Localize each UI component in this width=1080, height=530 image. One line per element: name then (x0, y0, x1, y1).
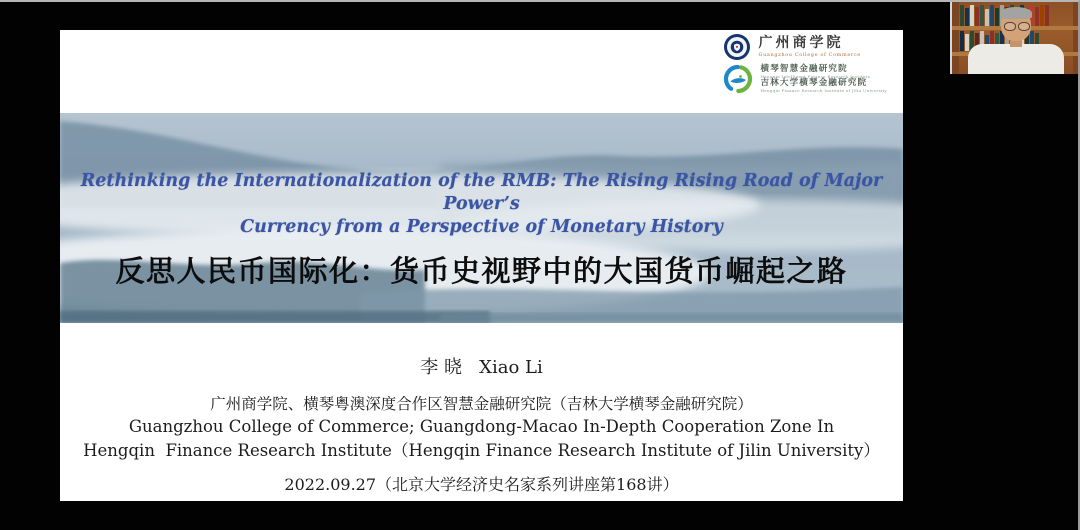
lecture-title-english (60, 170, 903, 239)
hengqin-line2-en: Hengqin Finance Research Institute of Jilin University (760, 87, 887, 93)
hengqin-line1-en: Hengqin Intelligent Finance Research Institute (760, 73, 871, 79)
speaker-shirt (968, 44, 1064, 74)
affiliation-chinese: 广州商学院、横琴粤澳深度合作区智慧金融研究院（吉林大学横琴金融研究院） (210, 395, 753, 413)
webcam-thumbnail[interactable] (950, 2, 1080, 74)
gcc-seal-logo-icon (723, 33, 751, 61)
hengqin-line2-zh: 吉林大学横琴金融研究院 (760, 78, 868, 88)
speaker-avatar (952, 2, 1080, 74)
gcc-logo-row (723, 33, 887, 61)
title-banner (60, 113, 903, 323)
speaker-face (1001, 9, 1031, 41)
hengqin-line1-zh: 横琴智慧金融研究院 (760, 64, 848, 75)
affiliation-english-line1: Guangzhou College of Commerce; Guangdong-Macao In-Depth Cooperation Zone In (128, 417, 835, 436)
gcc-name-zh: 广州商学院 (758, 34, 844, 51)
title-en-line2: Currency from a Perspective of Monetary History (240, 217, 723, 237)
hengqin-logo-row (723, 64, 887, 94)
institution-logos (723, 33, 887, 94)
lecture-title-chinese: 反思人民币国际化：货币史视野中的大国货币崛起之路 (115, 254, 848, 288)
author-name: 李 晓 Xiao Li (420, 357, 543, 378)
lecture-date-series: 2022.09.27（北京大学经济史名家系列讲座第168讲） (284, 475, 679, 494)
hengqin-institute-logo-icon (723, 64, 753, 94)
affiliation-english-line2: Hengqin Finance Research Institute（Hengqin Finance Research Institute of Jilin University） (83, 441, 880, 460)
presentation-slide (60, 30, 903, 501)
title-en-line1: Rethinking the Internationalization of the RMB: The Rising Rising Road of Major Power’s (80, 171, 883, 214)
gcc-name-en: Guangzhou College of Commerce (758, 51, 861, 58)
speaker-glasses (1004, 22, 1030, 31)
